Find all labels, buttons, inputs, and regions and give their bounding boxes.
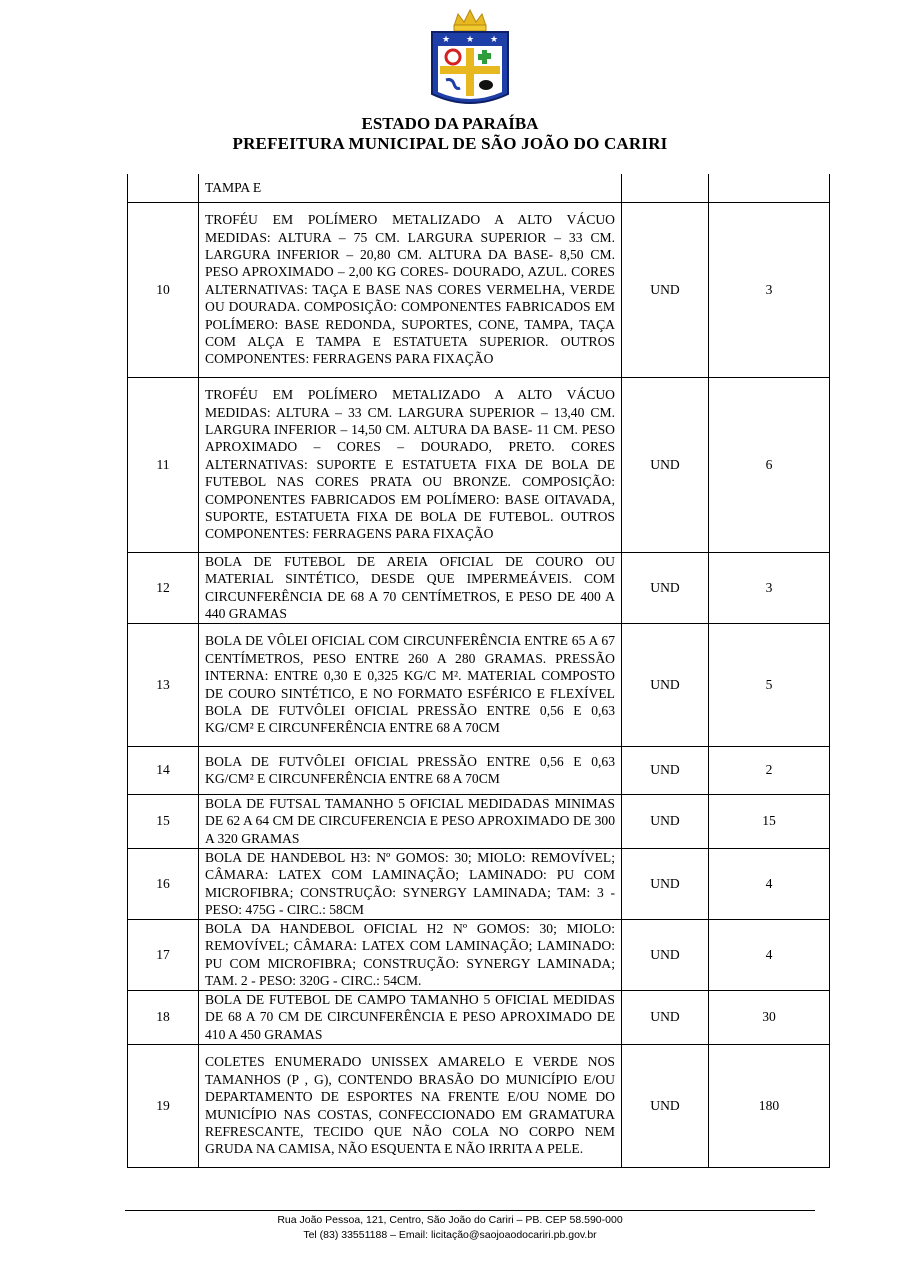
item-description: BOLA DE FUTEBOL DE AREIA OFICIAL DE COURO OU MATERIAL SINTÉTICO, DESDE QUE IMPERMEÁVEIS. COM CIRCUNFERÊNCIA DE 68 A 70 CENTÍMETROS, E PESO DE 400 A 440 GRAMAS — [199, 552, 622, 623]
table-row — [128, 746, 830, 794]
item-quantity: 3 — [709, 202, 830, 377]
item-number: 19 — [128, 1044, 199, 1167]
municipal-coat-of-arms — [424, 8, 516, 114]
footer-address: Rua João Pessoa, 121, Centro, São João do Cariri – PB. CEP 58.590-000 — [277, 1214, 623, 1226]
table-row — [128, 990, 830, 1044]
item-number: 10 — [128, 202, 199, 377]
item-number: 17 — [128, 919, 199, 990]
item-unit: UND — [622, 990, 709, 1044]
item-number: 14 — [128, 746, 199, 794]
item-quantity: 15 — [709, 794, 830, 848]
item-number: 13 — [128, 623, 199, 746]
item-quantity: 30 — [709, 990, 830, 1044]
item-description: BOLA DE FUTSAL TAMANHO 5 OFICIAL MEDIDADAS MINIMAS DE 62 A 64 CM DE CIRCUFERENCIA E PESO APROXIMADO DE 300 A 320 GRAMAS — [199, 794, 622, 848]
item-unit — [622, 174, 709, 202]
item-quantity: 6 — [709, 377, 830, 552]
item-unit: UND — [622, 848, 709, 919]
item-description: BOLA DA HANDEBOL OFICIAL H2 Nº GOMOS: 30; MIOLO: REMOVÍVEL; CÂMARA: LATEX COM LAMINAÇÃO; LAMINADO: PU COM MICROFIBRA; CONSTRUÇÃO: SYNERGY LAMINADA; TAM. 2 - PESO: 320G - CIRC.: 54CM. — [199, 919, 622, 990]
item-number: 16 — [128, 848, 199, 919]
item-number: 12 — [128, 552, 199, 623]
items-table — [127, 174, 830, 1168]
item-description: BOLA DE FUTVÔLEI OFICIAL PRESSÃO ENTRE 0,56 E 0,63 KG/CM² E CIRCUNFERÊNCIA ENTRE 68 A 70CM — [199, 746, 622, 794]
item-quantity: 5 — [709, 623, 830, 746]
state-title: ESTADO DA PARAÍBA — [361, 114, 539, 133]
svg-text:★: ★ — [466, 35, 475, 45]
item-quantity: 4 — [709, 919, 830, 990]
item-description: TAMPA E — [199, 174, 622, 202]
item-number — [128, 174, 199, 202]
item-description: TROFÉU EM POLÍMERO METALIZADO A ALTO VÁCUO MEDIDAS: ALTURA – 75 CM. LARGURA SUPERIOR – 33 CM. LARGURA INFERIOR – 20,80 CM. ALTURA DA BASE- 8,50 CM. PESO APROXIMADO – 2,00 KG CORES- DOURADO, AZUL. CORES ALTERNATIVAS: TAÇA E BASE NAS CORES VERMELHA, VERDE OU DOURADA. COMPOSIÇÃO: COMPONENTES FABRICADOS EM POLÍMERO: BASE REDONDA, SUPORTES, CONE, TAMPA, TAÇA COM ALÇA E TAMPA E ESTATUETA SUPERIOR. OUTROS COMPONENTES: FERRAGENS PARA FIXAÇÃO — [199, 202, 622, 377]
item-quantity: 2 — [709, 746, 830, 794]
table-row — [128, 202, 830, 377]
item-unit: UND — [622, 552, 709, 623]
table-row — [128, 377, 830, 552]
item-quantity: 180 — [709, 1044, 830, 1167]
item-unit: UND — [622, 746, 709, 794]
item-unit: UND — [622, 919, 709, 990]
table-row — [128, 848, 830, 919]
item-unit: UND — [622, 794, 709, 848]
item-description: TROFÉU EM POLÍMERO METALIZADO A ALTO VÁCUO MEDIDAS: ALTURA – 33 CM. LARGURA SUPERIOR – 13,40 CM. LARGURA INFERIOR – 14,50 CM. ALTURA DA BASE- 11 CM. PESO APROXIMADO – CORES – DOURADO, PRETO. CORES ALTERNATIVAS: SUPORTE E ESTATUETA FIXA DE BOLA DE FUTEBOL NAS CORES PRATA OU BRONZE. COMPOSIÇÃO: COMPONENTES FABRICADOS EM POLÍMERO: BASE OITAVADA, SUPORTE, ESTATUETA FIXA DE BOLA DE FUTEBOL. OUTROS COMPONENTES: FERRAGENS PARA FIXAÇÃO — [199, 377, 622, 552]
item-description: COLETES ENUMERADO UNISSEX AMARELO E VERDE NOS TAMANHOS (P , G), CONTENDO BRASÃO DO MUNICÍPIO E/OU DEPARTAMENTO DE ESPORTES NA FRENTE E/OU NOME DO MUNICÍPIO NAS COSTAS, CONFECCIONADO EM GRAMATURA REFRESCANTE, TECIDO QUE NÃO COLA NO CORPO NEM GRUDA NA CAMISA, NÃO ESQUENTA E NÃO IRRITA A PELE. — [199, 1044, 622, 1167]
item-quantity — [709, 174, 830, 202]
footer-contact: Tel (83) 33551188 – Email: licitação@saojoaodocariri.pb.gov.br — [303, 1229, 597, 1241]
item-quantity: 4 — [709, 848, 830, 919]
table-row — [128, 919, 830, 990]
item-number: 11 — [128, 377, 199, 552]
table-row — [128, 174, 830, 202]
table-row — [128, 552, 830, 623]
item-unit: UND — [622, 202, 709, 377]
item-unit: UND — [622, 1044, 709, 1167]
footer-divider — [125, 1210, 815, 1211]
item-description: BOLA DE VÔLEI OFICIAL COM CIRCUNFERÊNCIA ENTRE 65 A 67 CENTÍMETROS, PESO ENTRE 260 A 280 GRAMAS. PRESSÃO INTERNA: ENTRE 0,30 E 0,325 KG/C M². MATERIAL COMPOSTO DE COURO SINTÉTICO, E NO FORMATO ESFÉRICO E FLEXÍVEL BOLA DE FUTVÔLEI OFICIAL PRESSÃO ENTRE 0,56 E 0,63 KG/CM² E CIRCUNFERÊNCIA ENTRE 68 A 70CM — [199, 623, 622, 746]
item-number: 18 — [128, 990, 199, 1044]
item-unit: UND — [622, 377, 709, 552]
municipality-title: PREFEITURA MUNICIPAL DE SÃO JOÃO DO CARIRI — [232, 134, 668, 153]
table-row — [128, 1044, 830, 1167]
svg-text:★: ★ — [442, 35, 451, 45]
table-row — [128, 794, 830, 848]
item-description: BOLA DE FUTEBOL DE CAMPO TAMANHO 5 OFICIAL MEDIDAS DE 68 A 70 CM DE CIRCUNFERÊNCIA E PESO APROXIMADO DE 410 A 450 GRAMAS — [199, 990, 622, 1044]
item-quantity: 3 — [709, 552, 830, 623]
item-number: 15 — [128, 794, 199, 848]
item-unit: UND — [622, 623, 709, 746]
svg-text:★: ★ — [490, 35, 499, 45]
item-description: BOLA DE HANDEBOL H3: Nº GOMOS: 30; MIOLO: REMOVÍVEL; CÂMARA: LATEX COM LAMINAÇÃO; LAMINADO: PU COM MICROFIBRA; CONSTRUÇÃO: SYNERGY LAMINADA; TAM: 3 - PESO: 475G - CIRC.: 58CM — [199, 848, 622, 919]
table-row — [128, 623, 830, 746]
